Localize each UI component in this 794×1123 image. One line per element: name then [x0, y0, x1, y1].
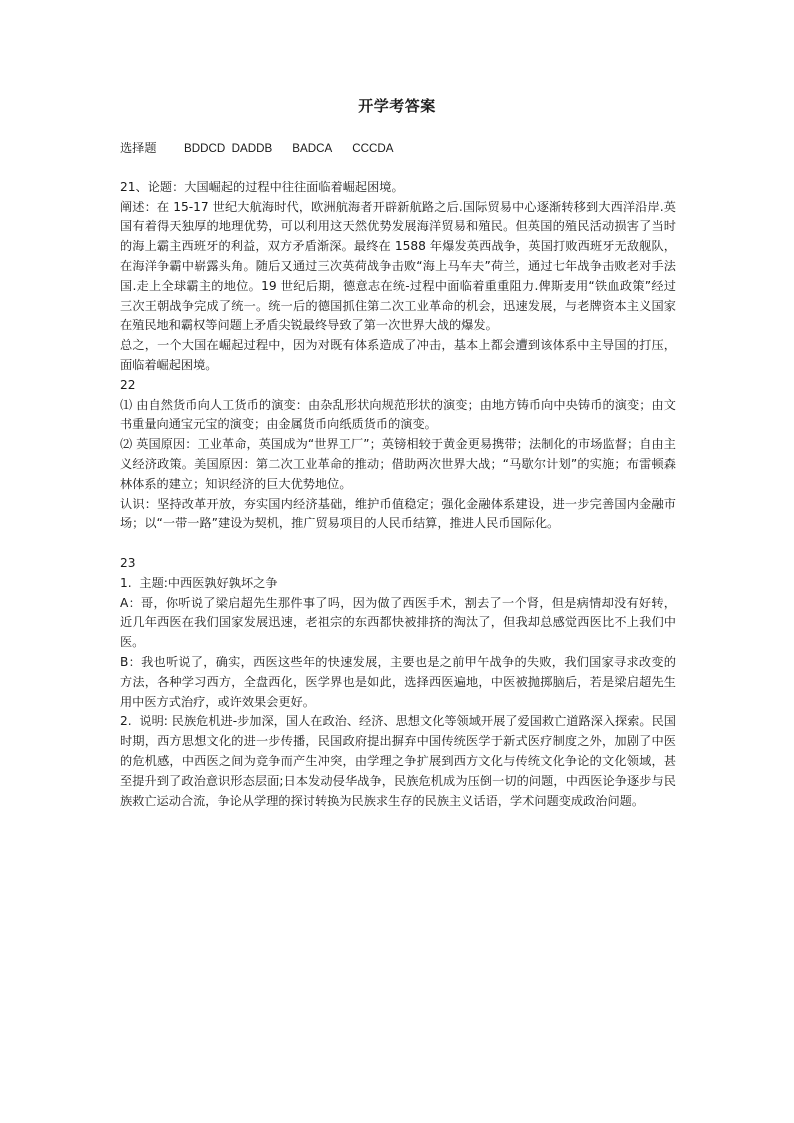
page-title: 开学考答案	[358, 97, 436, 115]
choice-answers-line	[120, 139, 676, 159]
spacer	[120, 534, 676, 554]
q23-dialogue-b: B：我也听说了，确实，西医这些年的快速发展，主要也是之前甲午战争的失败，我们国家寻求改变的方法，各种学习西方，全盘西化，医学界也是如此，选择西医遍地，中医被抛掷脑后，若是梁启超先生用中医方式治疗，或许效果会更好。	[120, 654, 676, 709]
choice-label: 选择题	[120, 141, 157, 155]
q23-explanation: 2. 说明: 民族危机进-步加深，国人在政治、经济、思想文化等领域开展了爱国救亡道路深入探索。民国时期，西方思想文化的进一步传播，民国政府提出摒弃中国传统医学于新式医疗制度之外，加剧了中医的危机感，中西医之间为竞争而产生冲突，由学理之争扩展到西方文化与传统文化争论的文化领域，甚至提升到了政治意识形态层面;日本发动侵华战争，民族危机成为压倒一切的问题，中西医论争逐步与民族救亡运动合流，争论从学理的探讨转换为民族求生存的民族主义话语，学术问题变成政治问题。	[120, 714, 676, 808]
choice-group-2: BADCA	[292, 142, 333, 155]
choice-group-1: BDDCD DADDB	[184, 142, 273, 155]
q23-theme: 1. 主题:中西医孰好孰坏之争	[120, 575, 278, 590]
q23-dialogue-a: A：哥，你听说了梁启超先生那件事了吗，因为做了西医手术，割去了一个肾，但是病情却没有好转，近几年西医在我们国家发展迅速，老祖宗的东西都快被排挤的淘汰了，但我却总感觉西医比不上我们中医。	[120, 595, 676, 650]
answer-content	[120, 139, 676, 811]
q22-part1: ⑴ 由自然货币向人工货币的演变：由杂乱形状向规范形状的演变；由地方铸币向中央铸币的演变；由文书重量向通宝元宝的演变；由金属货币向纸质货币的演变。	[120, 397, 676, 432]
q21-elaboration: 阐述：在 15-17 世纪大航海时代，欧洲航海者开辟新航路之后.国际贸易中心逐渐转移到大西洋沿岸.英国有着得天独厚的地理优势，可以利用这天然优势发展海洋贸易和殖民。但英国的殖民活动损害了当时的海上霸主西班牙的利益，双方矛盾渐深。最终在 1588 年爆发英西战争，英国打败西班牙无敌舰队，在海洋争霸中崭露头角。随后又通过三次英荷战争击败“海上马车夫”荷兰，通过七年战争击败老对手法国.走上全球霸主的地位。19 世纪后期，德意志在统-过程中面临着重重阻力.俾斯麦用“铁血政策”经过三次王朝战争完成了统一。统一后的德国抓住第二次工业革命的机会，迅速发展，与老牌资本主义国家在殖民地和霸权等问题上矛盾尖锐最终导致了第一次世界大战的爆发。	[120, 199, 676, 333]
q23-number: 23	[120, 555, 136, 570]
choice-group-3: CCCDA	[352, 142, 394, 155]
q22-number: 22	[120, 377, 136, 392]
q22-insight: 认识：坚持改革开放，夯实国内经济基础，维护币值稳定；强化金融体系建设，进一步完善国内金融市场；以“一带一路”建设为契机，推广贸易项目的人民币结算，推进人民币国际化。	[120, 496, 676, 531]
q21-topic: 21、论题：大国崛起的过程中往往面临着崛起困境。	[120, 179, 404, 194]
q22-part2: ⑵ 英国原因：工业革命，英国成为“世界工厂”；英镑相较于黄金更易携带；法制化的市场监督；自由主义经济政策。美国原因：第二次工业革命的推动；借助两次世界大战；“马歇尔计划”的实施；布雷顿森林体系的建立；知识经济的巨大优势地位。	[120, 437, 676, 491]
q21-conclusion: 总之，一个大国在崛起过程中，因为对既有体系造成了冲击，基本上都会遭到该体系中主导国的打压，面临着崛起困境。	[120, 338, 676, 372]
